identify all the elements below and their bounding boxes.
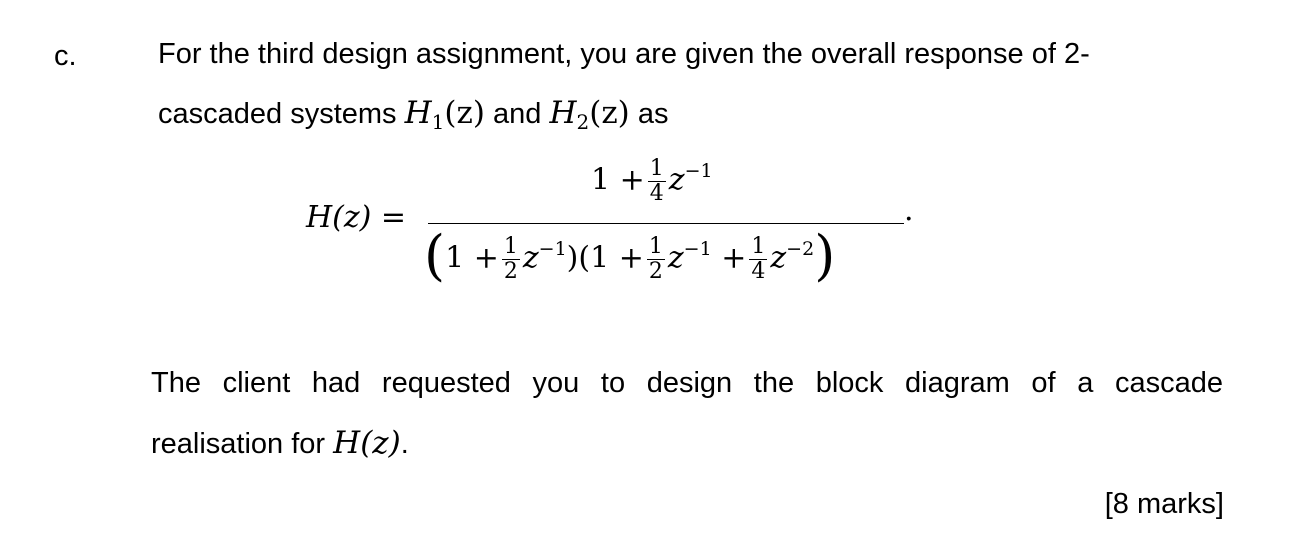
- numerator-fraction: $\frac{1}{4}$: [649, 156, 664, 206]
- denominator-close-paren: ): [814, 223, 836, 287]
- denominator-fraction-1: $\frac{1}{2}$: [503, 234, 518, 284]
- denominator-exponent-1: −1: [538, 237, 567, 260]
- h1-symbol: $H_1(z)$: [404, 95, 485, 134]
- denominator-open-paren: (: [424, 223, 446, 287]
- denominator-plus: +: [721, 240, 747, 276]
- intro-line-2: [158, 95, 669, 134]
- denominator-z-2: z: [667, 240, 684, 276]
- equation-numerator: [591, 158, 713, 205]
- denominator-z-1: z: [522, 240, 539, 276]
- equation-denominator: [424, 223, 836, 287]
- numerator-z: z: [668, 162, 685, 198]
- intro-line-2-text: cascaded systems: [158, 98, 397, 130]
- client-line-1: The client had requested you to design the block diagram of a cascade: [151, 367, 1223, 399]
- denominator-z-3: z: [770, 240, 787, 276]
- denominator-fraction-3: $\frac{1}{4}$: [751, 234, 766, 284]
- client-line-2: [151, 425, 409, 461]
- question-label: c.: [54, 40, 77, 72]
- numerator-exponent: −1: [684, 159, 713, 182]
- equation-trailing-period: .: [904, 193, 914, 228]
- denominator-one-a: 1 +: [445, 240, 499, 276]
- denominator-exponent-2: −1: [683, 237, 712, 260]
- client-line-2-text: realisation for: [151, 428, 326, 460]
- denominator-exponent-3: −2: [786, 237, 815, 260]
- intro-line-2-and: and: [492, 98, 542, 130]
- intro-line-1: For the third design assignment, you are given the overall response of 2-: [158, 38, 1090, 70]
- h2-symbol: $H_2(z)$: [549, 95, 630, 134]
- marks-label: [8 marks]: [1104, 488, 1224, 520]
- intro-line-2-as: as: [637, 98, 669, 130]
- equation-lhs: H(z) =: [306, 200, 407, 235]
- denominator-fraction-2: $\frac{1}{2}$: [648, 234, 663, 284]
- client-line-2-math: H(z): [333, 425, 401, 461]
- numerator-one: 1 +: [591, 162, 645, 198]
- client-line-2-end: .: [400, 428, 409, 460]
- denominator-mid: )(1 +: [566, 240, 644, 276]
